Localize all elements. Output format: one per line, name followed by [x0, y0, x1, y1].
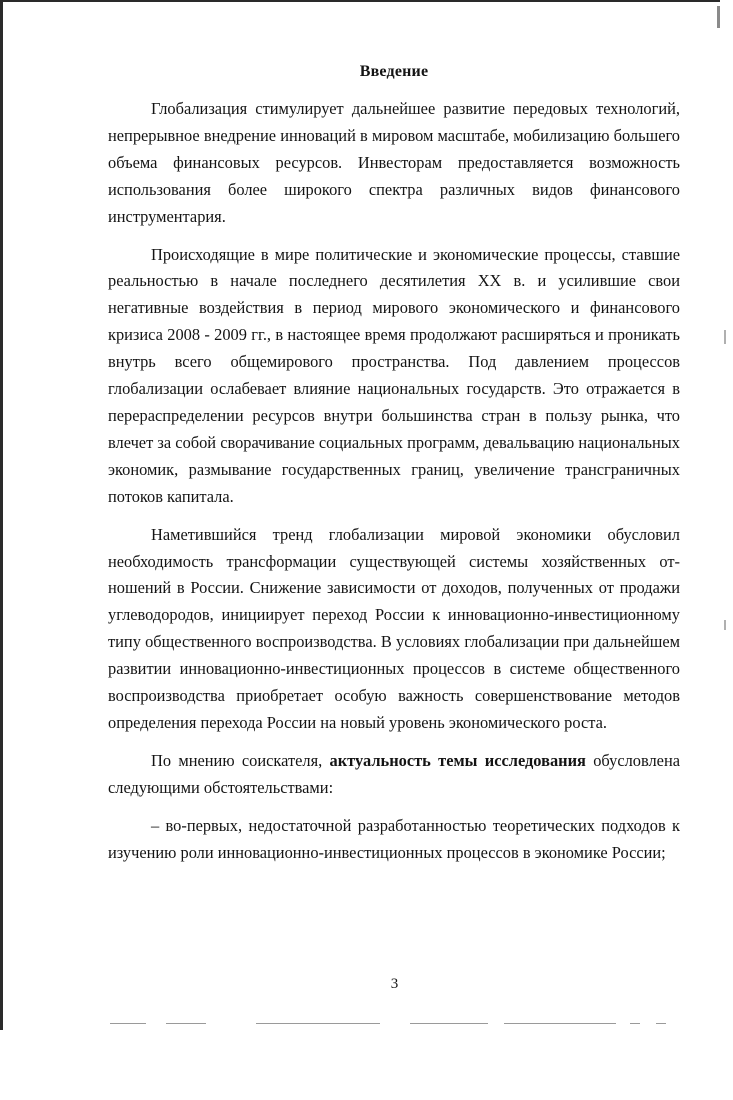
paragraph: Глобализация стимулирует дальнейшее развитие передовых технологий, непрерывное внедрение инноваций в мировом масштабе, мобилизацию большего объема финансовых ресурсов. Инвесторам предоставляется возможность использования более широкого спектра различных видов финансового инструментария. — [108, 99, 680, 226]
paragraph-relevance — [108, 748, 680, 802]
paragraph: Наметившийся тренд глобализации мировой экономики обусловил необходимость трансформации существующей системы хозяйственных отношений в России. Снижение зависимости от доходов, полученных от продажи углеводородов, инициирует переход России к инновационно-инвестиционному типу общественного воспроизводства. В условиях глобализации при дальнейшем развитии инновационно-инвестиционных процессов в системе общественного воспроизводства приобретает особую важность совершенствование методов определения перехода России на новый уровень экономического роста. — [108, 524, 680, 732]
scan-edge-left — [0, 0, 3, 1030]
scan-mark-right — [724, 620, 726, 630]
paragraph-text: обусловлена следующими обстоятельствами: — [108, 750, 680, 797]
scan-mark-right — [724, 330, 726, 344]
paragraph-text: По мнению соискателя, — [151, 750, 330, 770]
scan-edge-bottom — [110, 1023, 670, 1025]
document-body — [108, 62, 680, 877]
page-number: 3 — [390, 976, 399, 992]
list-item-paragraph: – во-первых, недостаточной разработанностью теоретических подходов к изучению роли инновационно-инвестиционных процессов в экономике России; — [108, 815, 680, 862]
bold-phrase: актуальность темы исследования — [329, 750, 586, 770]
paragraph: Происходящие в мире политические и экономические процессы, ставшие реальностью в начале последнего десятилетия XX в. и усилившие свои негативные воздействия в период мирового экономического и финансового кризиса 2008 - 2009 гг., в настоящее время продолжают расширяться и проникать внутрь всего общемирового пространства. Под давлением процессов глобализации ослабевает влияние национальных государств. Это отражается в перераспределении ресурсов внутри большинства стран в пользу рынка, что влечет за собой сворачивание социальных программ, девальвацию национальных экономик, размывание государственных границ, увеличение трансграничных потоков капитала. — [108, 244, 680, 506]
section-heading: Введение — [359, 63, 429, 80]
scan-edge-top — [0, 0, 720, 2]
scan-mark-top-right — [717, 6, 720, 28]
